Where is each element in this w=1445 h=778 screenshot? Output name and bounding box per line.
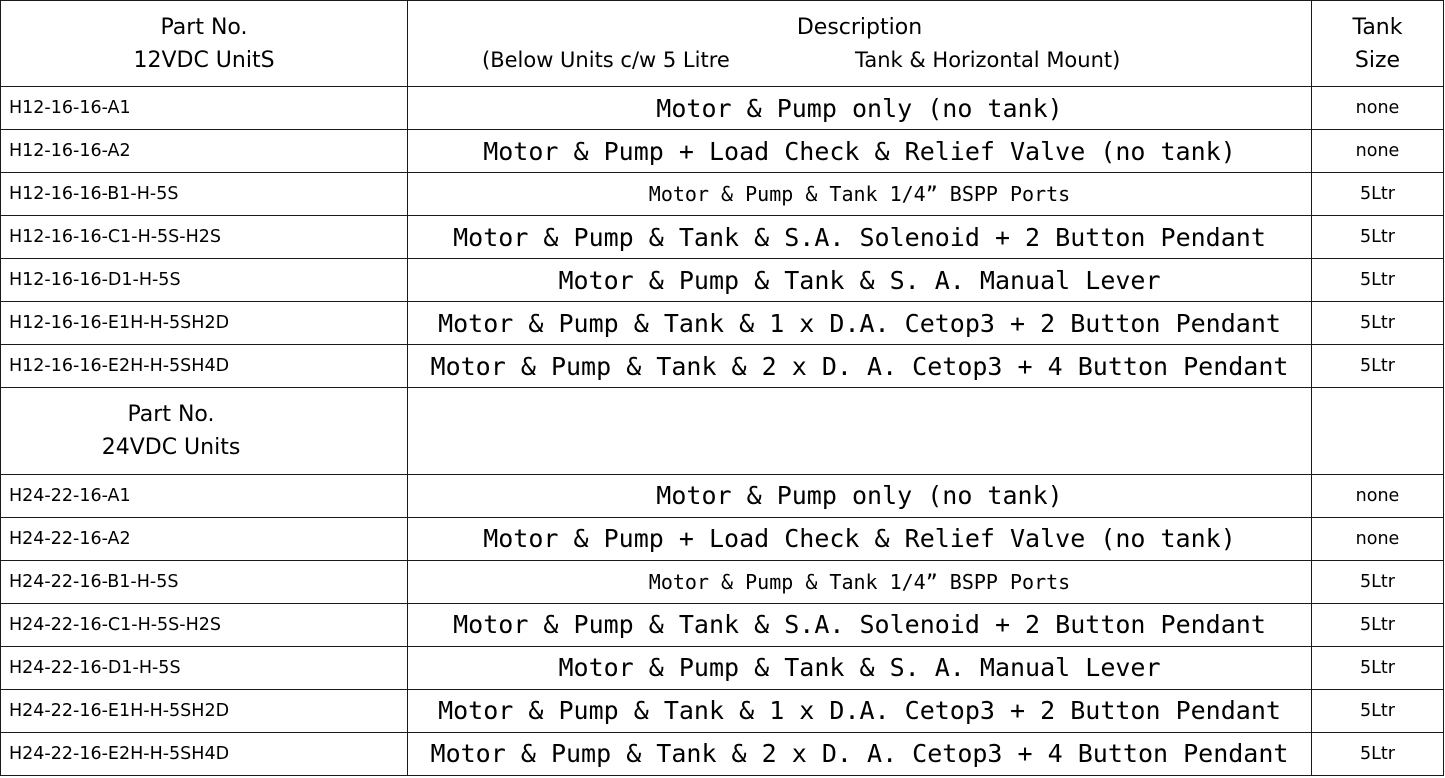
- header-row: [1, 1, 1444, 87]
- header-part-no: [1, 1, 408, 87]
- table-row: [1, 689, 1444, 732]
- part-number: H24-22-16-E2H-H-5SH4D: [1, 732, 408, 775]
- tank-size: 5Ltr: [1312, 646, 1444, 689]
- description: Motor & Pump & Tank & 1 x D.A. Cetop3 + 2 Button Pendant: [408, 689, 1312, 732]
- tank-size: 5Ltr: [1312, 216, 1444, 259]
- table-row: [1, 603, 1444, 646]
- table-row: [1, 345, 1444, 388]
- header-part-line2: 12VDC UnitS: [133, 47, 275, 73]
- description: Motor & Pump only (no tank): [408, 87, 1312, 130]
- header-tank-size: [1312, 1, 1444, 87]
- header-tank-line2: Size: [1354, 47, 1401, 73]
- part-number: H12-16-16-D1-H-5S: [1, 259, 408, 302]
- table-row: [1, 87, 1444, 130]
- description: Motor & Pump & Tank & 1 x D.A. Cetop3 + 2 Button Pendant: [408, 302, 1312, 345]
- header-desc-line1: Description: [796, 14, 923, 40]
- header-desc-subline: [408, 44, 1311, 77]
- tank-size: 5Ltr: [1312, 345, 1444, 388]
- header-description: [408, 1, 1312, 87]
- part-number: H12-16-16-E1H-H-5SH2D: [1, 302, 408, 345]
- table-row: [1, 130, 1444, 173]
- description: Motor & Pump & Tank & S.A. Solenoid + 2 Button Pendant: [408, 603, 1312, 646]
- tank-size: 5Ltr: [1312, 732, 1444, 775]
- table-row: [1, 259, 1444, 302]
- table-row: [1, 560, 1444, 603]
- part-number: H12-16-16-A1: [1, 87, 408, 130]
- description: Motor & Pump & Tank & 2 x D. A. Cetop3 + 4 Button Pendant: [408, 732, 1312, 775]
- subheader-part-no: [1, 388, 408, 474]
- table-row: [1, 173, 1444, 216]
- description: Motor & Pump & Tank & S. A. Manual Lever: [408, 646, 1312, 689]
- table-row: [1, 732, 1444, 775]
- header-part-line1: Part No.: [160, 14, 248, 40]
- description: Motor & Pump & Tank & 2 x D. A. Cetop3 + 4 Button Pendant: [408, 345, 1312, 388]
- header-desc-sub-left: (Below Units c/w 5 Litre: [482, 47, 730, 72]
- part-number: H24-22-16-D1-H-5S: [1, 646, 408, 689]
- description: Motor & Pump & Tank & S.A. Solenoid + 2 Button Pendant: [408, 216, 1312, 259]
- description: Motor & Pump only (no tank): [408, 474, 1312, 517]
- part-number: H12-16-16-C1-H-5S-H2S: [1, 216, 408, 259]
- part-number: H24-22-16-A2: [1, 517, 408, 560]
- part-number: H12-16-16-A2: [1, 130, 408, 173]
- subheader-part-line2: 24VDC Units: [101, 434, 241, 460]
- tank-size: 5Ltr: [1312, 560, 1444, 603]
- table-row: [1, 474, 1444, 517]
- tank-size: none: [1312, 87, 1444, 130]
- part-number: H24-22-16-A1: [1, 474, 408, 517]
- tank-size: 5Ltr: [1312, 173, 1444, 216]
- part-number: H24-22-16-C1-H-5S-H2S: [1, 603, 408, 646]
- description: Motor & Pump + Load Check & Relief Valve (no tank): [408, 517, 1312, 560]
- description: Motor & Pump & Tank 1/4” BSPP Ports: [408, 173, 1312, 216]
- subheader-empty-tank: [1312, 388, 1444, 474]
- part-number: H12-16-16-B1-H-5S: [1, 173, 408, 216]
- tank-size: none: [1312, 474, 1444, 517]
- description: Motor & Pump & Tank & S. A. Manual Lever: [408, 259, 1312, 302]
- table-row: [1, 517, 1444, 560]
- tank-size: 5Ltr: [1312, 259, 1444, 302]
- tank-size: 5Ltr: [1312, 603, 1444, 646]
- part-number: H24-22-16-B1-H-5S: [1, 560, 408, 603]
- subheader-row: [1, 388, 1444, 474]
- table-row: [1, 646, 1444, 689]
- header-tank-line1: Tank: [1352, 14, 1403, 40]
- table-row: [1, 216, 1444, 259]
- part-number: H12-16-16-E2H-H-5SH4D: [1, 345, 408, 388]
- part-number: H24-22-16-E1H-H-5SH2D: [1, 689, 408, 732]
- header-desc-sub-right: Tank & Horizontal Mount): [855, 47, 1121, 72]
- table-row: [1, 302, 1444, 345]
- tank-size: 5Ltr: [1312, 689, 1444, 732]
- description: Motor & Pump + Load Check & Relief Valve (no tank): [408, 130, 1312, 173]
- tank-size: none: [1312, 517, 1444, 560]
- subheader-empty-desc: [408, 388, 1312, 474]
- tank-size: 5Ltr: [1312, 302, 1444, 345]
- tank-size: none: [1312, 130, 1444, 173]
- subheader-part-line1: Part No.: [127, 401, 215, 427]
- description: Motor & Pump & Tank 1/4” BSPP Ports: [408, 560, 1312, 603]
